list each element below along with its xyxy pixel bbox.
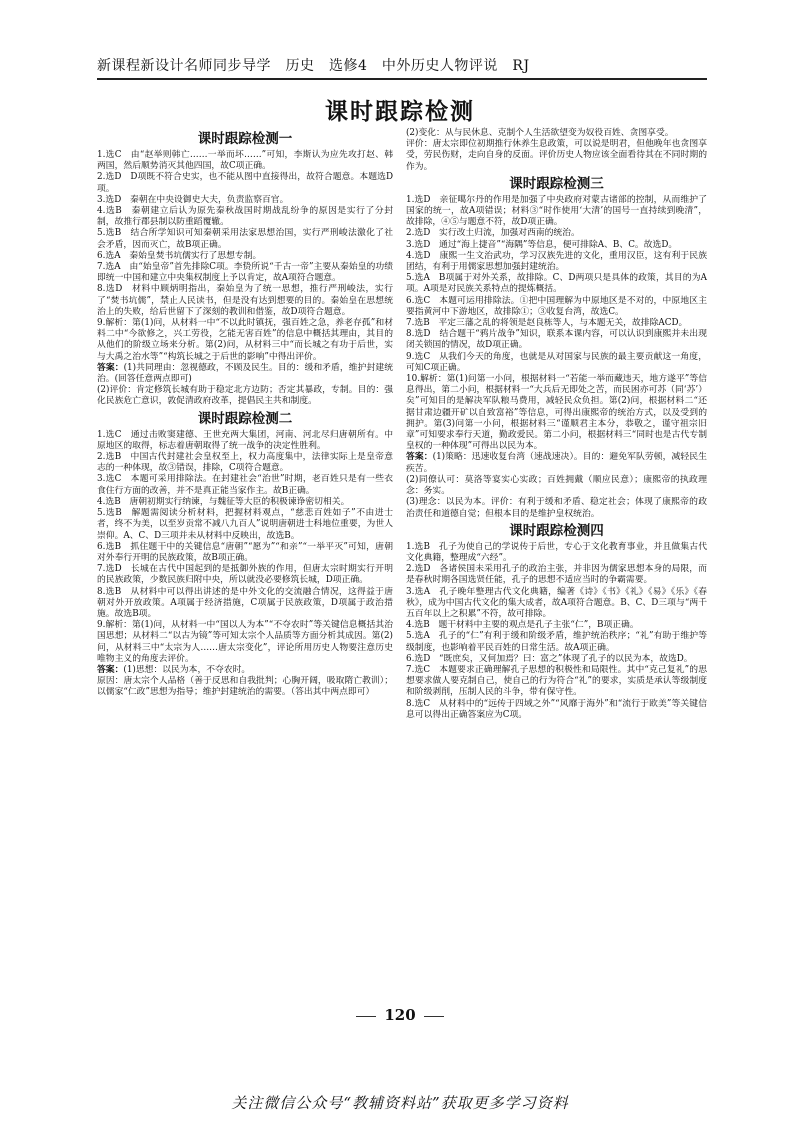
answer-item: 3.选D 通过“海上捷音”“海隅”等信息，便可排除A、B、C。故选D。 [406,239,678,250]
answer-item: 1.选C 由“赵举则韩亡……一举而坏……”可知，李斯认为应先攻打赵、韩两国，然后顺势消灭其他四国，故C项正确。 [97,150,393,172]
answer-item: 1.选B 孔子为使自己的学说传于后世，专心于文化教育事业，并且做集古代文化典籍，整理成“六经”。 [406,541,707,563]
section-3-items [406,195,707,453]
answer-item: 4.选B 题干材料中主要的观点是孔子主张“仁”，B项正确。 [406,620,639,631]
section-1-items [97,150,393,363]
answer-text: (3)理念：以民为本。评价：有利于缓和矛盾、稳定社会；体现了康熙帝的政治责任和道德自觉；但根本目的是维护皇权统治。 [406,497,707,519]
answer-text: (2)同僚认可：莫洛等宴实心实政；百姓拥戴（顺应民意）；康熙帝的执政理念：务实。 [406,474,707,497]
answer-block [97,363,393,385]
answer-item: 6.选C 本题可运用排除法。①把中国理解为中原地区是不对的，中原地区主要指黄河中下游地区，故排除①；③收复台湾，故选C。 [406,295,707,317]
section-title-1: 课时跟踪检测一 [197,131,293,147]
answer-item: 4.选B 秦朝建立后认为原先秦秋战国时期战乱纷争的原因是实行了分封制，故推行郡县制以防重蹈覆辙。 [97,206,393,228]
answer-item: 4.选D 康熙一生文治武功，学习汉族先进的文化，重用汉臣，这有利于民族团结，有利于用儒家思想加强封建统治。 [406,250,707,273]
answer-text: 原因：唐太宗个人品格（善于反思和自我批判；心胸开阔，吸取隋亡教训）；以儒家“仁政”思想为指导；维护封建统治的需要。（答出其中两点即可） [97,676,393,698]
answer-item: 8.选B 从材料中可以得出讲述的是中外文化的交流融合情况，这得益于唐朝对外开放政策。A项属于经济措施，C项属于民族政策，D项属于政治措施。故选B项。 [97,586,393,619]
answer-text: (2)评价：肯定修筑长城有助于稳定北方边防；否定其暴政，专制。目的：强化民族危亡意识，敦促清政府改革，提倡民主共和制度。 [97,385,393,407]
answer-item: 6.选D “既庶矣，又何加焉？曰：富之”体现了孔子的以民为本，故选D。 [406,653,693,664]
answer-item: 2.选B 中国古代封建社会皇权至上，权力高度集中，法律实际上是皇帝意志的一种体现，故③错误，排除，C项符合题意。 [97,452,393,474]
section-title-2: 课时跟踪检测二 [197,410,293,427]
section-2-items [97,430,393,665]
answer-item: 9.解析：第(1)问，从材料一中“不以此时镇抚，强百姓之急，养老存孤”和材料二中“今欲修之，兴工劳役，乞能无害百姓”的信息中概括其理由，其目的从他们的阶级立场来分析。第(2)问，从材料三中“而长城之有功于后世，实与大禹之治水等”“构筑长城之于后世的影响”中得出评价。 [97,318,393,362]
answer-item: 6.选A 秦始皇焚书坑儒实行了思想专制。 [97,250,262,261]
answer-item: 2.选D D项既不符合史实，也不能从图中直接得出，故符合题意。本题选D项。 [97,172,393,194]
page-number: 120 [0,1006,800,1024]
answer-item: 5.选A B项属于对外关系，故排除。C、D两项只是具体的政策，其目的为A项。A项是对民族关系特点的提炼概括。 [406,273,707,295]
answer-item: 5.选A 孔子的“仁”有利于缓和阶级矛盾，维护统治秩序；“礼”有助于维护等级制度，也影响着平民百姓的日常生活。故A项正确。 [406,631,707,653]
answer-item: 7.选D 长城在古代中国起到的是抵御外族的作用，但唐太宗时期实行开明的民族政策，少数民族归附中央，所以就没必要修筑长城，D项正确。 [97,564,393,586]
answer-item: 5.选B 结合所学知识可知秦朝采用法家思想治国，实行严刑峻法激化了社会矛盾，因而灭亡，故B项正确。 [97,228,393,250]
answer-text: (2)变化：从与民休息、克制个人生活欲望变为奴役百姓、贪图享受。 [406,128,674,138]
answer-block [97,665,393,676]
answer-text: 评价：唐太宗即位初期推行休养生息政策，可以说是明君，但他晚年也贪图享受，劳民伤财，走向自身的反面。评价历史人物应该全面看待其在不同时期的作为。 [406,139,707,172]
answer-item: 1.选D 亲征噶尔丹的作用是加强了中央政府对蒙古诸部的控制，从而维护了国家的统一，故A项错误；材料③“时作使用‘大清’的国号一直持续到晚清”，故排除，④⑤与题意不符，故D项正确。 [406,194,707,228]
answer-item: 9.选C 从我们今天的角度，也就是从对国家与民族的最主要贡献这一角度，可知C项正确。 [406,351,707,373]
answer-item: 8.选D 材料中顾炳明指出，秦始皇为了统一思想，推行严刑峻法，实行了“焚书坑儒”，禁止人民读书，但是没有达到想要的目的。秦始皇在思想统治上的失败，给后世留下了深刻的教训和借鉴，故D项符合题意。 [97,284,393,317]
section-4-items [406,542,707,721]
section-title-3: 课时跟踪检测三 [509,175,604,192]
footer-note: 关注微信公众号“教辅资料站”获取更多学习资料 [231,1094,569,1112]
answer-label: 答案： [406,452,433,463]
answer-item: 7.选C 本题要求正确理解孔子思想的积极性和局限性。其中“克己复礼”的思想要求做人要克制自己，使自己的行为符合“礼”的要求，实质是承认等级制度和阶级剥削，压制人民的斗争，带有保守性。 [406,664,707,698]
answer-block [406,452,707,474]
answer-text: (1)思想：以民为本，不夺农时。 [123,664,251,675]
section-title-4: 课时跟踪检测四 [509,522,604,539]
left-column [97,128,393,699]
answer-label: 答案： [97,664,124,675]
answer-item: 2.选D 各诸侯国未采用孔子的政治主张，并非因为儒家思想本身的局限，而是春秋时期各国选贤任能，孔子的思想不适应当时的争霸需要。 [406,564,707,586]
answer-item: 9.解析：第(1)问，从材料一中“国以人为本”“不夺农时”等关键信息概括其治国思想；从材料二“以古为镜”等可知太宗个人品质等方面分析其成因。第(2)问，从材料三中“太宗为人……唐太宗变化”，评论所用历史人物要注意历史唯物主义的角度去评价。 [97,620,393,664]
answer-item: 3.选D 秦朝在中央设御史大夫，负责监察百官。 [97,194,289,205]
answer-item: 2.选D 实行改土归流，加强对西南的统治。 [406,228,580,239]
answer-item: 3.选A 孔子晚年整理古代文化典籍，编著《诗》《书》《礼》《易》《乐》《春秋》，成为中国古代文化的集大成者，故A项符合题意。B、C、D三项与“两千五百年以上之积累”不符，故可排除。 [406,586,707,619]
answer-item: 7.选A 由“始皇帝”首先排除C项。李贽所说“千古一帝”主要从秦始皇的功绩即统一中国和建立中央集权制度上予以肯定，故A项符合题意。 [97,262,393,284]
answer-item: 7.选B 平定三藩之乱的将领是赵良栋等人，与本题无关，故排除ACD。 [406,318,688,329]
answer-item: 4.选B 唐朝初期实行纳谏，与魏征等大臣的积极谏诤密切相关。 [97,496,350,507]
header-rule [97,78,707,80]
answer-text: (1)策略：迅速收复台湾（速战速决）。目的：避免军队劳顿，减轻民生疾苦。 [406,452,707,474]
answer-item: 8.选D 结合题干“鸦片战争”知识，联系本课内容，可以认识到康熙并未出现闭关锁国的情况，故D项正确。 [406,329,707,351]
answer-text: (1)共同理由：忽视德政，不顾及民生。目的：缓和矛盾，维护封建统治。(回答任意两点即可) [97,362,393,385]
answer-label: 答案： [97,362,124,373]
answer-item: 10.解析：第(1)问第一小问，根据材料一“若能一举而藏违天，地方遂平”等信息得出，第二小问，根据材料一“大兵后无即处之苦，而民困亦可苏（同‘苏’）矣”可知目的是解决军队粮马费用，减轻民众负担。第(2)问，根据材料二“还据甘肃边疆开矿以自致富裕”等信息，可得出康熙帝的统治方式，以及受到的拥护。第(3)问第一小问，根据材料三“谨顺君主本分，恭敬之，谨守祖宗旧章”可知要求奉行天道，勤政爱民。第二小问，根据材料三“同时也是古代专制皇权的一种体现”可得出以民为本。 [406,374,707,452]
answer-item: 3.选C 本题可采用排除法。在封建社会“治世”时期，老百姓只是有一些衣食住行方面的改善，并不是真正能当家作主。故B正确。 [97,474,393,496]
answer-item: 1.选C 通过击败窦建德、王世充两大集团，河南、河北尽归唐朝所有。中原地区的取得，标志着唐朝取得了统一战争的决定性胜利。 [97,429,393,451]
page-title: 课时跟踪检测 [325,98,475,125]
answer-item: 8.选C 从材料中的“远传于四域之外”“风靡于海外”和“流行于欧美”等关键信息可以得出正确答案应为C项。 [406,698,707,720]
answer-item: 5.选B 解题需阅读分析材料，把握材料观点，“慈悲百姓如子”不由进士者，终不为美，以至岁贡常不减八九百人”说明唐朝进士科地位重要，为世人崇仰。A、C、D三项并未从材料中反映出，故选B。 [97,508,393,541]
answer-item: 6.选B 抓住题干中的关键信息“唐朝”“愿为”“和亲”“一举平灭”可知，唐朝对外奉行开明的民族政策，故B项正确。 [97,541,393,563]
running-header: 新课程新设计名师同步导学 历史 选修4 中外历史人物评说 RJ [97,58,530,74]
right-column [406,128,707,721]
